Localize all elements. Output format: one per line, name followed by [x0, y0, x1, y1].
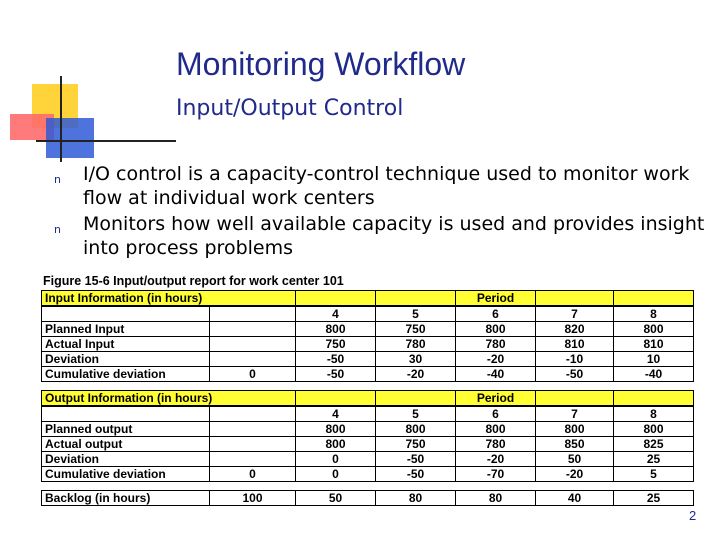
value-cell: 800: [296, 437, 376, 452]
value-cell: 25: [614, 452, 694, 467]
decor-blue-square: [46, 118, 94, 158]
row-label: Backlog (in hours): [42, 491, 210, 506]
value-cell: -50: [536, 367, 614, 382]
table-row: [42, 422, 694, 437]
value-cell: 30: [376, 352, 456, 367]
bullet-marker: n: [54, 223, 61, 236]
value-cell: 800: [456, 322, 536, 337]
row-label: Deviation: [42, 352, 210, 367]
initial-cell: [210, 352, 296, 367]
input-header-row: [42, 291, 694, 307]
input-period-row: [42, 306, 694, 322]
value-cell: 50: [536, 452, 614, 467]
value-cell: -70: [456, 467, 536, 482]
value-cell: -20: [456, 452, 536, 467]
bullet-item: [54, 212, 714, 260]
value-cell: 80: [456, 491, 536, 506]
row-label: Deviation: [42, 452, 210, 467]
value-cell: 25: [614, 491, 694, 506]
value-cell: -40: [456, 367, 536, 382]
initial-cell: 0: [210, 467, 296, 482]
row-label: Cumulative deviation: [42, 467, 210, 482]
value-cell: 80: [376, 491, 456, 506]
period-cell: 7: [536, 406, 614, 422]
row-label: Planned output: [42, 422, 210, 437]
initial-cell: [210, 422, 296, 437]
period-cell: 4: [296, 306, 376, 322]
output-period-row: [42, 406, 694, 422]
period-cell: 6: [456, 306, 536, 322]
value-cell: 780: [456, 337, 536, 352]
value-cell: 750: [296, 337, 376, 352]
value-cell: 0: [296, 467, 376, 482]
initial-cell: [210, 452, 296, 467]
input-section-header: Input Information (in hours): [42, 291, 296, 307]
period-cell: 8: [614, 406, 694, 422]
value-cell: 10: [614, 352, 694, 367]
value-cell: 800: [536, 422, 614, 437]
value-cell: 750: [376, 322, 456, 337]
value-cell: 800: [296, 322, 376, 337]
value-cell: -20: [536, 467, 614, 482]
period-label: Period: [456, 391, 536, 407]
value-cell: 825: [614, 437, 694, 452]
value-cell: -50: [376, 452, 456, 467]
decor-vertical-line: [60, 76, 62, 162]
io-report-table: [41, 290, 694, 506]
value-cell: -10: [536, 352, 614, 367]
figure-caption: Figure 15-6 Input/output report for work center 101: [43, 274, 344, 288]
bullet-list: [54, 162, 714, 262]
section-gap: [42, 482, 694, 491]
initial-cell: [210, 322, 296, 337]
bullet-text: I/O control is a capacity-control technique used to monitor work flow at individual work centers: [83, 163, 690, 209]
output-header-row: [42, 391, 694, 407]
period-cell: 5: [376, 306, 456, 322]
period-label: Period: [456, 291, 536, 307]
table-row: [42, 337, 694, 352]
slide-subtitle: Input/Output Control: [176, 96, 404, 121]
page-number: 2: [689, 508, 697, 523]
period-cell: 4: [296, 406, 376, 422]
value-cell: -50: [296, 352, 376, 367]
value-cell: 820: [536, 322, 614, 337]
value-cell: 750: [376, 437, 456, 452]
table-row: [42, 322, 694, 337]
value-cell: -50: [296, 367, 376, 382]
value-cell: 0: [296, 452, 376, 467]
initial-cell: [210, 337, 296, 352]
table-row: [42, 467, 694, 482]
value-cell: -50: [376, 467, 456, 482]
table-row: [42, 352, 694, 367]
decor-horizontal-line: [36, 140, 176, 142]
value-cell: 780: [376, 337, 456, 352]
row-label: Actual output: [42, 437, 210, 452]
value-cell: 800: [456, 422, 536, 437]
table-row: [42, 452, 694, 467]
period-cell: 5: [376, 406, 456, 422]
backlog-row: [42, 491, 694, 506]
initial-cell: [210, 437, 296, 452]
table-row: [42, 367, 694, 382]
bullet-item: [54, 162, 714, 210]
value-cell: 40: [536, 491, 614, 506]
value-cell: -40: [614, 367, 694, 382]
value-cell: 5: [614, 467, 694, 482]
table-row: [42, 437, 694, 452]
row-label: Actual Input: [42, 337, 210, 352]
value-cell: -20: [376, 367, 456, 382]
value-cell: 800: [614, 422, 694, 437]
value-cell: 800: [376, 422, 456, 437]
section-gap: [42, 382, 694, 391]
initial-cell: 0: [210, 367, 296, 382]
bullet-marker: n: [54, 173, 61, 186]
row-label: Cumulative deviation: [42, 367, 210, 382]
period-cell: 8: [614, 306, 694, 322]
period-cell: 7: [536, 306, 614, 322]
value-cell: -20: [456, 352, 536, 367]
period-cell: 6: [456, 406, 536, 422]
value-cell: 50: [296, 491, 376, 506]
value-cell: 780: [456, 437, 536, 452]
initial-cell: 100: [210, 491, 296, 506]
value-cell: 800: [614, 322, 694, 337]
value-cell: 850: [536, 437, 614, 452]
value-cell: 810: [536, 337, 614, 352]
row-label: Planned Input: [42, 322, 210, 337]
value-cell: 810: [614, 337, 694, 352]
bullet-text: Monitors how well available capacity is used and provides insight into process problems: [83, 213, 705, 259]
slide-title: Monitoring Workflow: [176, 46, 466, 82]
output-section-header: Output Information (in hours): [42, 391, 296, 407]
value-cell: 800: [296, 422, 376, 437]
io-report-figure: [41, 276, 695, 522]
